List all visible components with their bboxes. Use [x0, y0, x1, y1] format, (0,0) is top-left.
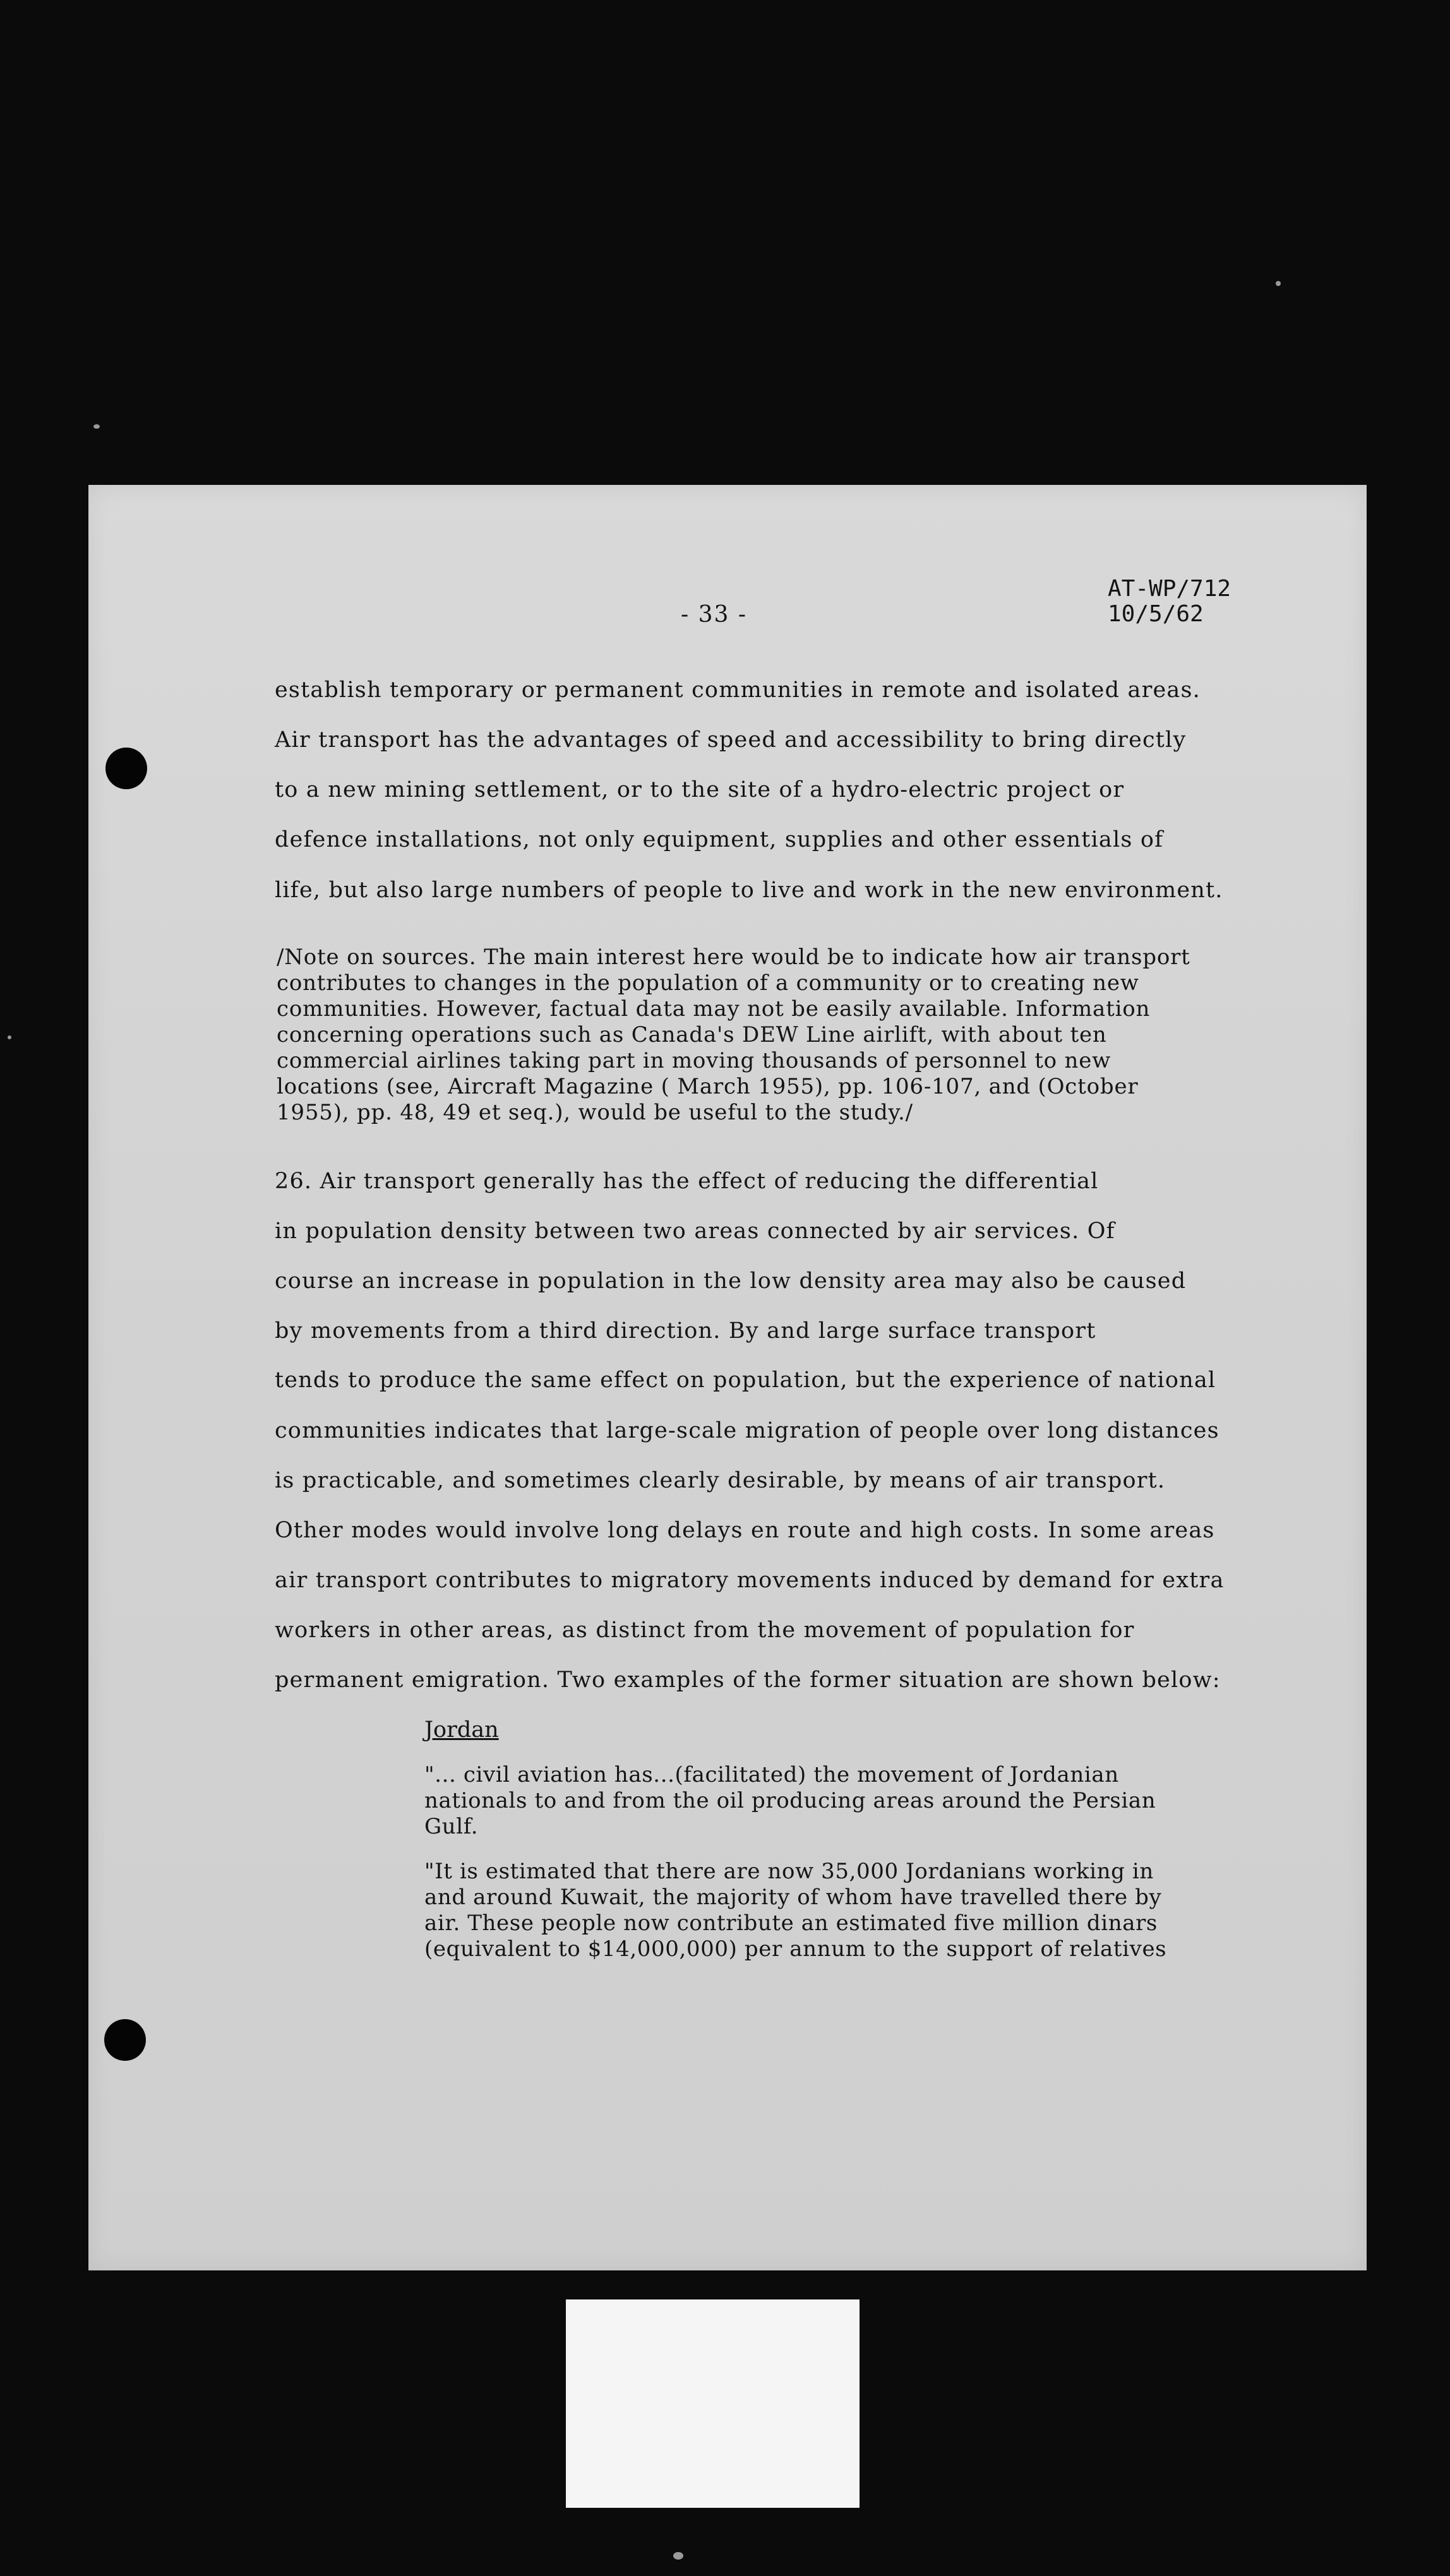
paragraph-26-line: by movements from a third direction. By and large surface transport: [275, 1318, 1096, 1344]
quote-line: Gulf.: [424, 1814, 479, 1839]
paragraph-26-line: is practicable, and sometimes clearly desirable, by means of air transport.: [275, 1468, 1166, 1493]
body-line: defence installations, not only equipment, supplies and other essentials of: [275, 827, 1164, 852]
body-line: Air transport has the advantages of speed and accessibility to bring directly: [275, 727, 1187, 753]
note-line: contributes to changes in the population of a community or to creating new: [277, 970, 1139, 996]
blank-paper-slip: [566, 2299, 860, 2508]
paragraph-26-line: permanent emigration. Two examples of the former situation are shown below:: [275, 1667, 1221, 1693]
paragraph-26-line: 26. Air transport generally has the effect of reducing the differential: [275, 1169, 1099, 1194]
body-line: life, but also large numbers of people to live and work in the new environment.: [275, 878, 1223, 903]
paragraph-26-line: tends to produce the same effect on population, but the experience of national: [275, 1368, 1216, 1393]
note-line: /Note on sources. The main interest here would be to indicate how air transport: [277, 945, 1190, 970]
quote-line: (equivalent to $14,000,000) per annum to the support of relatives: [424, 1936, 1167, 1962]
page-number: - 33 -: [681, 602, 748, 628]
document-reference: [1108, 576, 1231, 627]
quote-line: air. These people now contribute an estimated five million dinars: [424, 1911, 1158, 1936]
note-line: locations (see, Aircraft Magazine ( March 1955), pp. 106-107, and (October: [277, 1074, 1139, 1099]
document-page: [88, 485, 1367, 2270]
quote-heading: Jordan: [424, 1717, 499, 1743]
quote-block-1: [424, 1762, 1296, 1840]
note-on-sources: [277, 945, 1312, 1126]
dust-speck: [93, 424, 100, 429]
dust-speck: [1276, 281, 1281, 286]
note-line: communities. However, factual data may not be easily available. Information: [277, 996, 1151, 1022]
punch-hole-top: [105, 748, 147, 789]
paragraph-26-line: in population density between two areas connected by air services. Of: [275, 1219, 1115, 1244]
paragraph-26-line: workers in other areas, as distinct from the movement of population for: [275, 1618, 1135, 1643]
punch-hole-bottom: [104, 2019, 146, 2061]
document-date: 10/5/62: [1108, 601, 1204, 627]
body-line: establish temporary or permanent communities in remote and isolated areas.: [275, 677, 1201, 703]
dust-speck: [673, 2552, 683, 2560]
document-code: AT-WP/712: [1108, 576, 1231, 602]
quote-line: "... civil aviation has...(facilitated) the movement of Jordanian: [424, 1762, 1119, 1787]
quote-line: "It is estimated that there are now 35,000 Jordanians working in: [424, 1859, 1154, 1884]
quote-line: and around Kuwait, the majority of whom have travelled there by: [424, 1885, 1162, 1910]
note-line: 1955), pp. 48, 49 et seq.), would be useful to the study./: [277, 1100, 913, 1125]
paragraph-26-line: air transport contributes to migratory movements induced by demand for extra: [275, 1568, 1225, 1593]
body-line: to a new mining settlement, or to the site of a hydro-electric project or: [275, 777, 1125, 802]
note-line: concerning operations such as Canada's DEW Line airlift, with about ten: [277, 1022, 1107, 1047]
paragraph-26-line: course an increase in population in the low density area may also be caused: [275, 1268, 1187, 1294]
quote-block-2: [424, 1859, 1296, 1962]
quote-line: nationals to and from the oil producing areas around the Persian: [424, 1788, 1156, 1813]
note-line: commercial airlines taking part in moving thousands of personnel to new: [277, 1048, 1111, 1073]
paragraph-26-line: communities indicates that large-scale migration of people over long distances: [275, 1418, 1219, 1443]
paragraph-26-line: Other modes would involve long delays en route and high costs. In some areas: [275, 1518, 1215, 1543]
dust-speck: [8, 1035, 11, 1039]
